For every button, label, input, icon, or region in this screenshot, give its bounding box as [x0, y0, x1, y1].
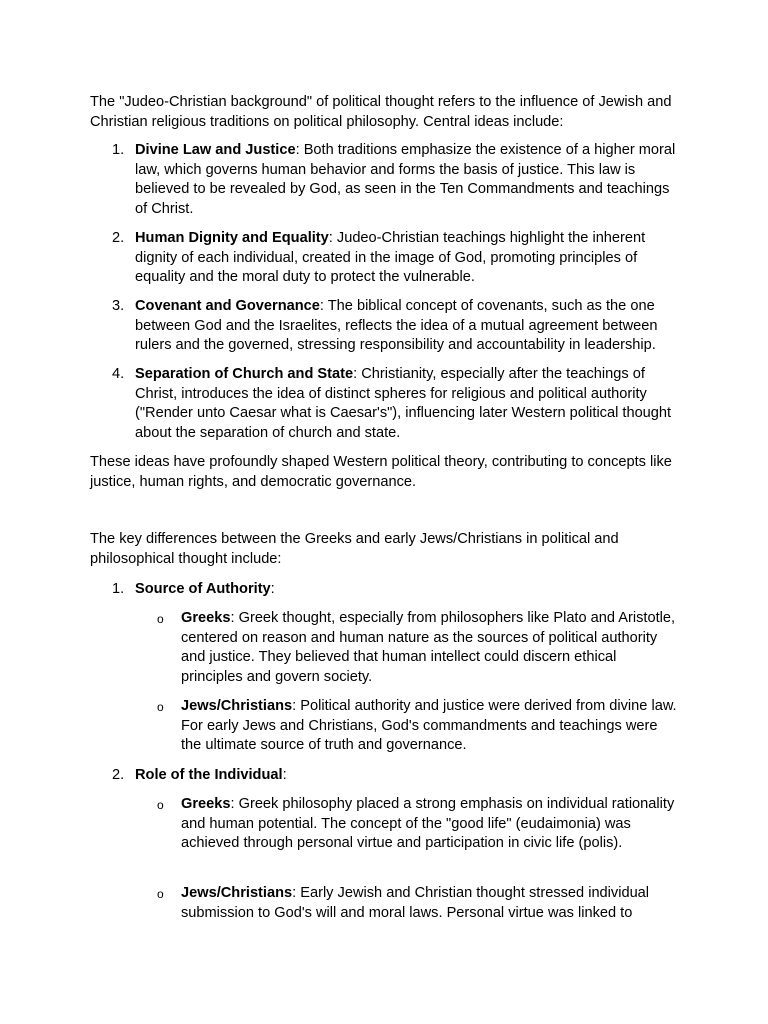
bullet-marker: o — [157, 887, 164, 901]
difference-2-jews-christians — [157, 884, 697, 923]
intro-paragraph: The "Judeo-Christian background" of political thought refers to the influence of Jewish and Christian religious traditions on political philosophy. Central ideas include: — [90, 94, 672, 130]
idea-number: 1. — [112, 142, 125, 158]
difference-1-jews-christians — [157, 697, 697, 756]
sub-title: Jews/Christians — [181, 698, 293, 714]
difference-title: Source of Authority — [135, 581, 271, 597]
difference-item-1 — [90, 580, 690, 600]
sub-title: Greeks — [181, 796, 231, 812]
idea-title: Separation of Church and State — [135, 366, 354, 382]
idea-number: 2. — [112, 230, 125, 246]
idea-number: 4. — [112, 366, 125, 382]
difference-title: Role of the Individual — [135, 767, 283, 783]
bullet-marker: o — [157, 798, 164, 812]
sub-text: : Early Jewish and Christian thought stressed individual submission to God's will and moral laws. Personal virtue was linked to — [181, 885, 650, 921]
idea-item-2 — [90, 229, 690, 288]
idea-text: : Both traditions emphasize the existence of a higher moral law, which governs human behavior and forms the basis of justice. This law is believed to be revealed by God, as seen in the Ten Commandments and teachings of Christ. — [135, 142, 676, 217]
idea-item-1 — [90, 141, 690, 219]
bullet-marker: o — [157, 612, 164, 626]
sub-text: : Political authority and justice were derived from divine law. For early Jews and Christians, God's commandments and teachings were the ultimate source of truth and governance. — [181, 698, 677, 753]
sub-title: Greeks — [181, 610, 231, 626]
idea-text: : Judeo-Christian teachings highlight the inherent dignity of each individual, created in the image of God, promoting principles of equality and the moral duty to protect the vulnerable. — [135, 230, 646, 285]
difference-2-greeks — [157, 795, 697, 854]
idea-title: Divine Law and Justice — [135, 142, 296, 158]
idea-text: : The biblical concept of covenants, such as the one between God and the Israelites, reflects the idea of a mutual agreement between rulers and the governed, stressing responsibility and accountability in leadership. — [135, 298, 658, 353]
sub-title: Jews/Christians — [181, 885, 293, 901]
idea-item-3 — [90, 297, 690, 356]
conclusion-paragraph: These ideas have profoundly shaped Western political theory, contributing to concepts like justice, human rights, and democratic governance. — [90, 454, 672, 490]
idea-title: Human Dignity and Equality — [135, 230, 329, 246]
idea-text: : Christianity, especially after the teachings of Christ, introduces the idea of distinct spheres for religious and political authority ("Render unto Caesar what is Caesar's"), influencing later Western political thought about the separation of church and state. — [135, 366, 672, 441]
sub-text: : Greek thought, especially from philosophers like Plato and Aristotle, centered on reason and human nature as the sources of political authority and justice. They believed that human intellect could discern ethical principles and govern society. — [181, 610, 676, 685]
differences-intro-paragraph: The key differences between the Greeks and early Jews/Christians in political and philosophical thought include: — [90, 531, 619, 567]
sub-text: : Greek philosophy placed a strong emphasis on individual rationality and human potential. The concept of the "good life" (eudaimonia) was achieved through personal virtue and participation in civic life (polis). — [181, 796, 675, 851]
difference-1-greeks — [157, 609, 697, 687]
bullet-marker: o — [157, 700, 164, 714]
difference-number: 2. — [112, 767, 125, 783]
idea-item-4 — [90, 365, 690, 443]
idea-number: 3. — [112, 298, 125, 314]
difference-item-2 — [90, 766, 690, 786]
difference-suffix: : — [270, 581, 275, 597]
difference-number: 1. — [112, 581, 125, 597]
difference-suffix: : — [282, 767, 287, 783]
idea-title: Covenant and Governance — [135, 298, 320, 314]
